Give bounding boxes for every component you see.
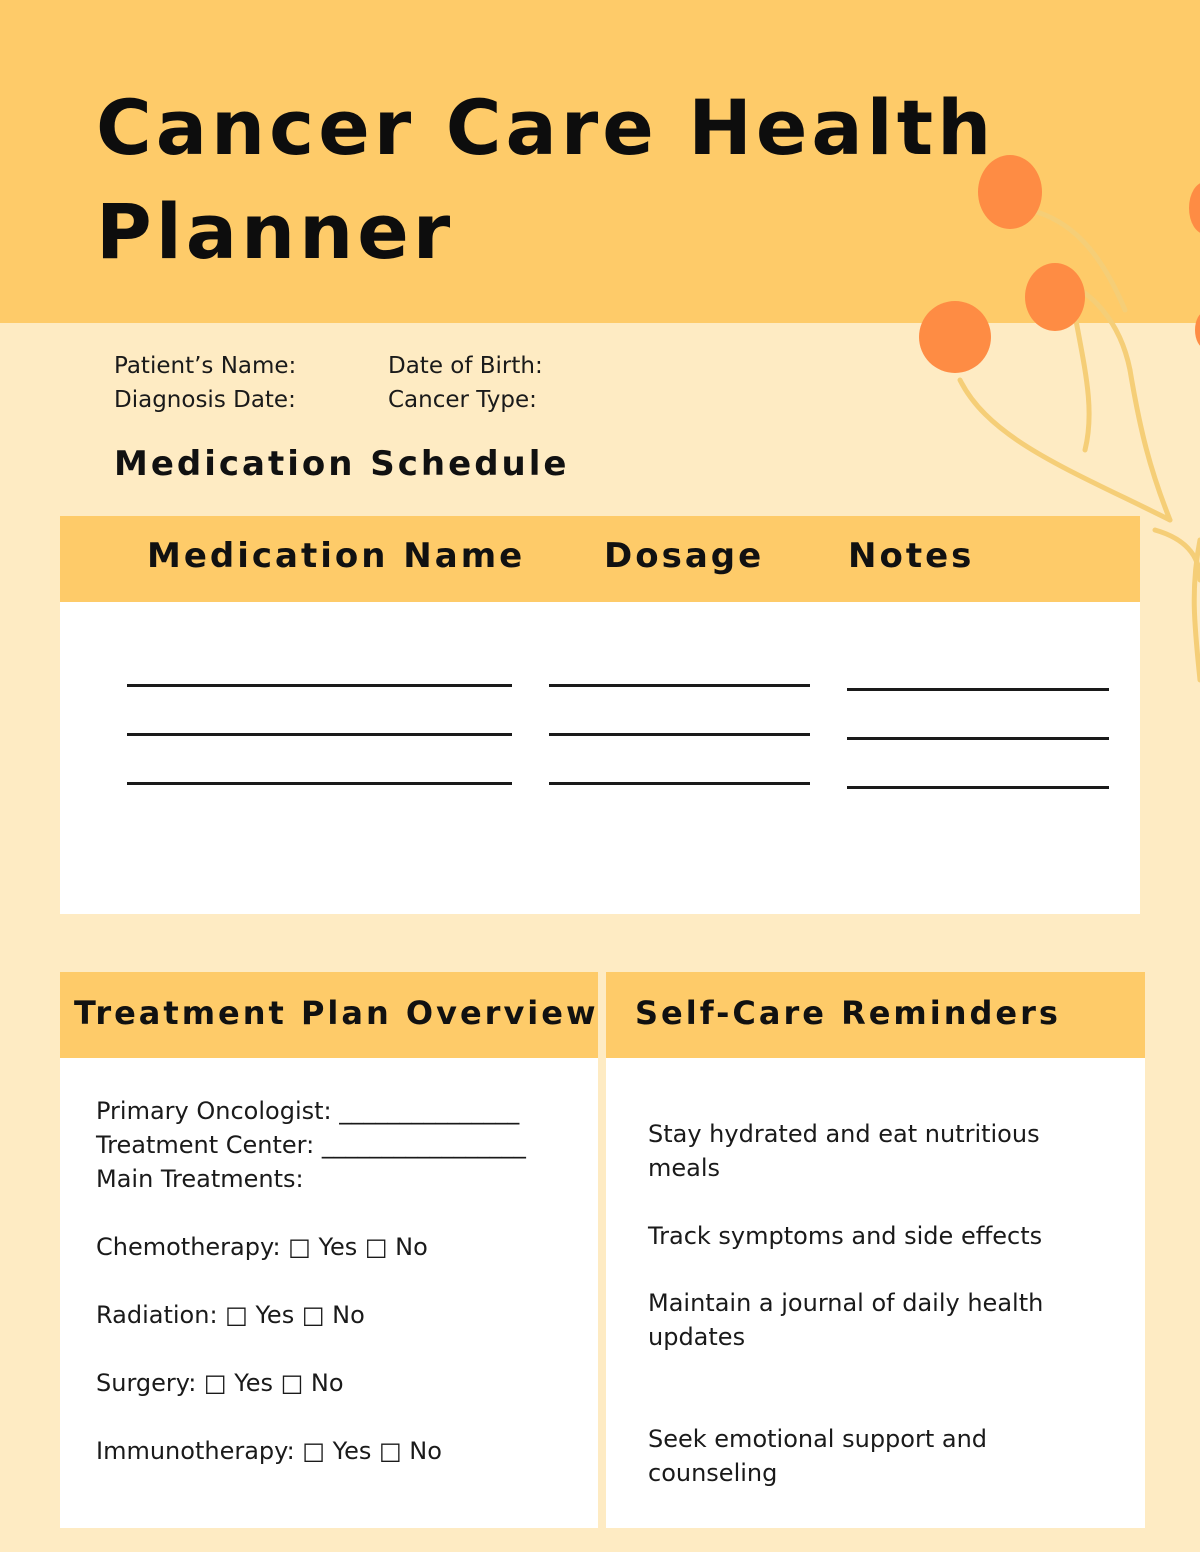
patient-name-label: Patient’s Name: <box>114 353 297 379</box>
chemotherapy-option[interactable]: Chemotherapy: □ Yes □ No <box>96 1233 428 1261</box>
col-medication-name: Medication Name <box>147 536 526 576</box>
treatment-center-field[interactable]: Treatment Center: _________________ <box>96 1131 526 1159</box>
title-line-1: Cancer Care Health <box>96 83 996 172</box>
col-dosage: Dosage <box>604 536 765 576</box>
selfcare-item: Stay hydrated and eat nutritious meals <box>648 1120 1040 1182</box>
oncologist-field[interactable]: Primary Oncologist: _______________ <box>96 1097 520 1125</box>
page-title <box>96 76 996 284</box>
dosage-blank-1[interactable] <box>549 684 810 687</box>
notes-blank-3[interactable] <box>847 786 1109 789</box>
main-treatments-label: Main Treatments: <box>96 1165 304 1193</box>
notes-blank-2[interactable] <box>847 737 1109 740</box>
radiation-option[interactable]: Radiation: □ Yes □ No <box>96 1301 365 1329</box>
medication-name-blank-1[interactable] <box>127 684 512 687</box>
notes-blank-1[interactable] <box>847 688 1109 691</box>
dosage-blank-3[interactable] <box>549 782 810 785</box>
title-line-2: Planner <box>96 187 455 276</box>
surgery-option[interactable]: Surgery: □ Yes □ No <box>96 1369 344 1397</box>
medication-section-title: Medication Schedule <box>114 444 570 484</box>
diagnosis-date-label: Diagnosis Date: <box>114 387 296 413</box>
selfcare-item: Seek emotional support and counseling <box>648 1425 988 1487</box>
medication-table-body <box>60 602 1140 914</box>
medication-name-blank-3[interactable] <box>127 782 512 785</box>
dob-label: Date of Birth: <box>388 353 543 379</box>
immunotherapy-option[interactable]: Immunotherapy: □ Yes □ No <box>96 1437 442 1465</box>
medication-name-blank-2[interactable] <box>127 733 512 736</box>
col-notes: Notes <box>848 536 975 576</box>
cancer-type-label: Cancer Type: <box>388 387 537 413</box>
dosage-blank-2[interactable] <box>549 733 810 736</box>
selfcare-item: Maintain a journal of daily health updates <box>648 1289 1044 1351</box>
treatment-panel-title: Treatment Plan Overview <box>74 994 599 1032</box>
selfcare-panel-title: Self-Care Reminders <box>635 994 1061 1032</box>
selfcare-item: Track symptoms and side effects <box>648 1222 1043 1250</box>
